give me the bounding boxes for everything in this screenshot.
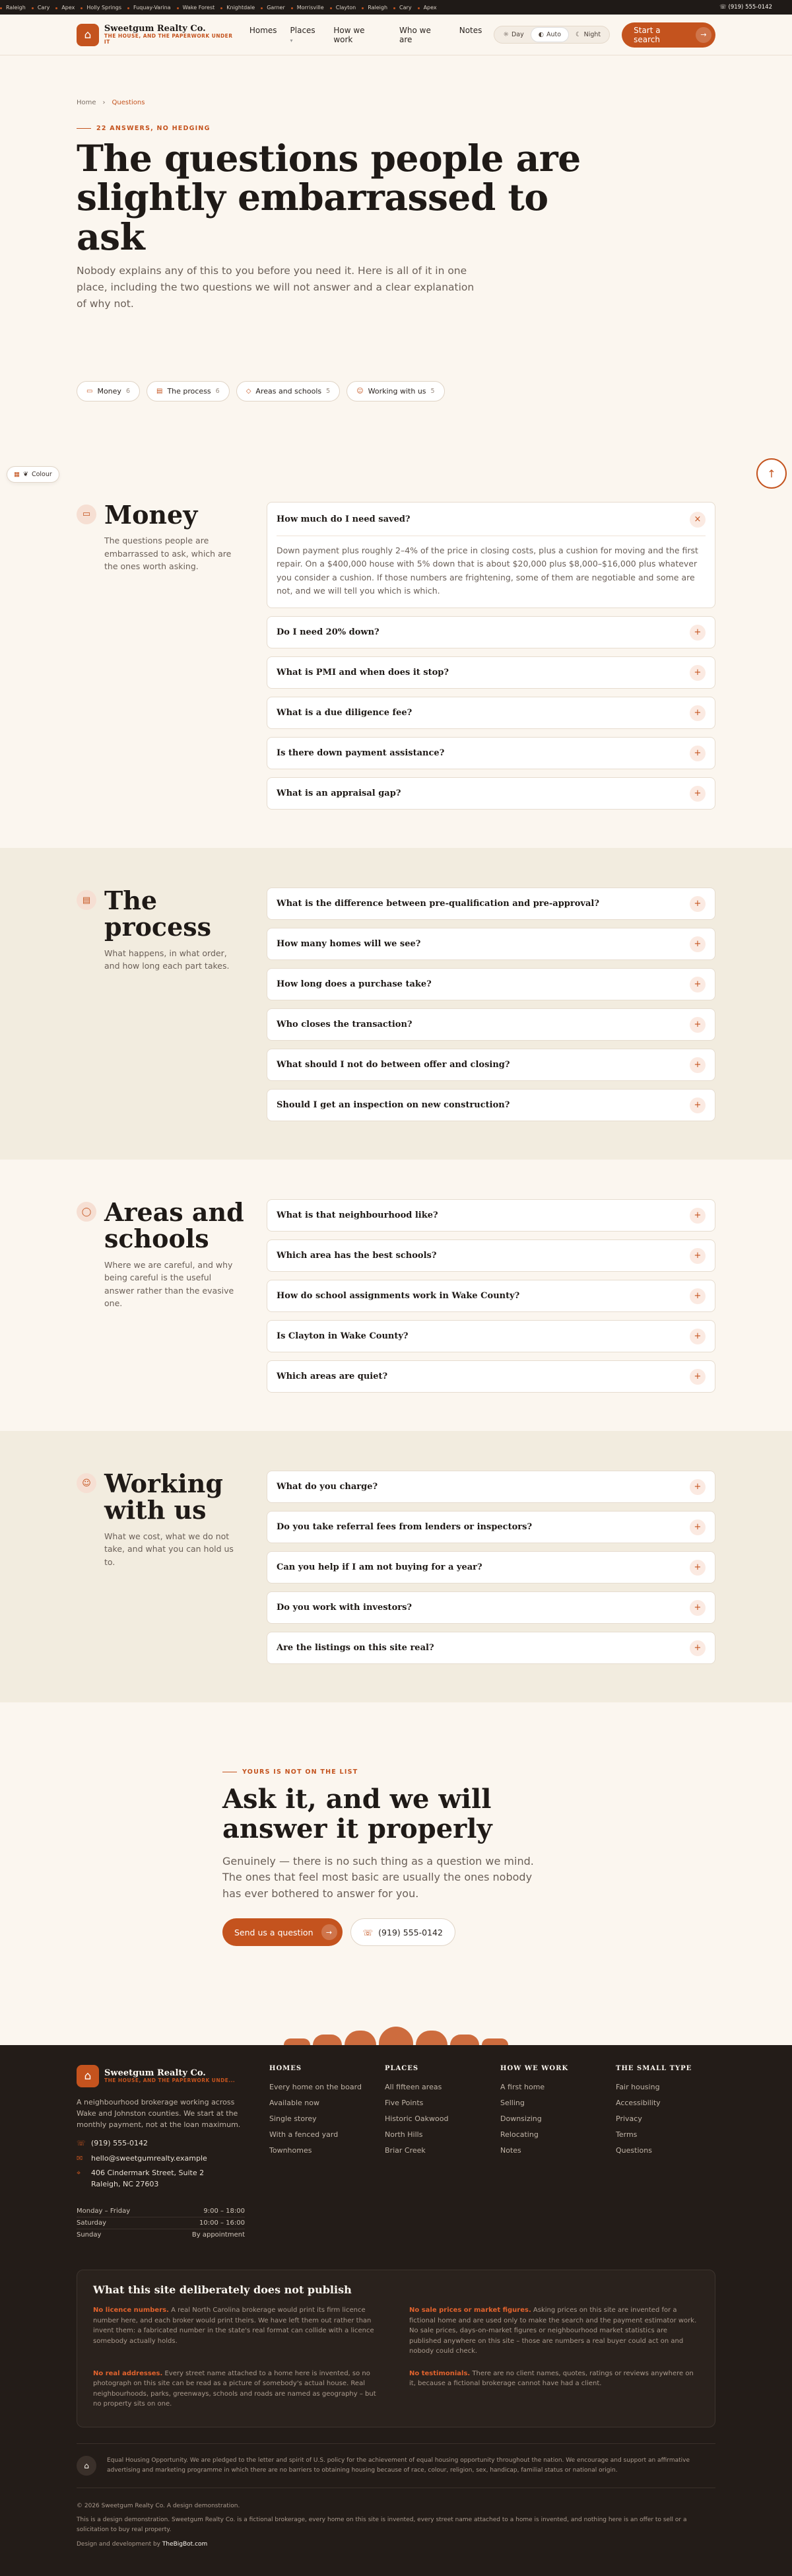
question-item[interactable] bbox=[267, 888, 715, 920]
colour-widget[interactable] bbox=[7, 466, 59, 483]
faq-section-working-with-us bbox=[0, 1431, 792, 1702]
section-subtitle: The questions people are embarrassed to ask, which are the ones worth asking. bbox=[104, 536, 232, 572]
site-header bbox=[0, 15, 792, 55]
footer-contact bbox=[77, 2138, 255, 2190]
footer-link[interactable]: Downsizing bbox=[500, 2114, 542, 2124]
chip-the-process[interactable] bbox=[147, 381, 230, 401]
chip-label: Areas and schools bbox=[255, 386, 322, 396]
footer-link[interactable]: Every home on the board bbox=[269, 2083, 362, 2092]
not-published-item bbox=[93, 2369, 383, 2410]
colour-label: Colour bbox=[31, 471, 52, 478]
not-published-text: Asking prices on this site are invented for a fictional home and are used only to make the search and the payment estimator work. No sale prices, days-on-market figures or neighbourhood market statistics are published anywhere on this site – those are numbers a real buyer could act on and nobody could check. bbox=[409, 2307, 697, 2355]
copyright: © 2026 Sweetgum Realty Co. A design demonstration. bbox=[77, 2502, 240, 2509]
question-text[interactable]: What do you charge? bbox=[277, 1482, 378, 1492]
section-heading bbox=[77, 888, 267, 1121]
ticker-town[interactable]: Wake Forest bbox=[177, 5, 221, 11]
ticker-town[interactable]: Cary bbox=[393, 5, 418, 11]
footer-description: A neighbourhood brokerage working across Wake and Johnston counties. We start at the monthly payment, not at the loan maximum. bbox=[77, 2098, 241, 2130]
palette-icon: ▦ bbox=[14, 471, 20, 478]
footer-brand bbox=[77, 2065, 255, 2241]
question-item[interactable] bbox=[267, 1511, 715, 1543]
chip-label: Money bbox=[97, 386, 121, 396]
plus-icon[interactable]: + bbox=[690, 1097, 706, 1113]
ticker-towns bbox=[0, 5, 709, 11]
hours-row bbox=[77, 2229, 245, 2241]
question-item[interactable] bbox=[267, 656, 715, 689]
plus-icon[interactable]: + bbox=[690, 936, 706, 952]
plus-icon[interactable]: + bbox=[690, 1017, 706, 1033]
question-text[interactable]: What is an appraisal gap? bbox=[277, 788, 401, 799]
question-item[interactable] bbox=[267, 1591, 715, 1624]
chevron-down-icon: ▾ bbox=[290, 37, 293, 44]
breadcrumb-home[interactable]: Home bbox=[77, 99, 96, 106]
mail-icon: ✉ bbox=[77, 2153, 83, 2163]
footer-link[interactable]: Accessibility bbox=[616, 2099, 661, 2108]
colour-mode-toggle bbox=[494, 26, 610, 44]
logo-mark-icon[interactable]: ⌂ bbox=[77, 24, 99, 46]
footer-column bbox=[385, 2065, 500, 2241]
chip-icon: ▤ bbox=[156, 387, 163, 395]
disclaimer: This is a design demonstration. Sweetgum Realty Co. is a fictional brokerage, every home on this site is invented, every street name attached to a home is invented, and nothing here is an offer to sell or a solicitation to buy real property. bbox=[77, 2516, 687, 2534]
question-item[interactable] bbox=[267, 1360, 715, 1393]
question-list bbox=[267, 1471, 715, 1664]
question-list bbox=[267, 888, 715, 1121]
brand[interactable] bbox=[104, 24, 240, 45]
nav-how-we-work[interactable]: How we work bbox=[333, 25, 365, 44]
question-item[interactable] bbox=[267, 1320, 715, 1352]
question-text[interactable]: Who closes the transaction? bbox=[277, 1020, 412, 1030]
plus-icon[interactable]: + bbox=[690, 896, 706, 912]
breadcrumb-current: Questions bbox=[112, 99, 145, 106]
question-item-open[interactable] bbox=[267, 502, 715, 609]
section-title: Money bbox=[104, 499, 198, 530]
chip-icon: ◇ bbox=[246, 387, 251, 395]
footer-column bbox=[269, 2065, 385, 2241]
ask-body: Genuinely — there is no such thing as a question we mind. The ones that feel most basic are usually the ones nobody has ever bothered to answer for you. bbox=[222, 1854, 534, 1900]
question-item[interactable] bbox=[267, 1280, 715, 1312]
section-title: Areas and schools bbox=[104, 1197, 244, 1253]
back-to-top-button[interactable] bbox=[756, 458, 787, 489]
question-item[interactable] bbox=[267, 616, 715, 648]
section-heading bbox=[77, 499, 267, 810]
plus-icon[interactable]: + bbox=[690, 1248, 706, 1264]
nav-places[interactable] bbox=[290, 26, 321, 44]
ticker-town[interactable]: Holly Springs bbox=[81, 5, 127, 11]
ticker-town[interactable]: Apex bbox=[418, 5, 443, 11]
footer-link[interactable]: Five Points bbox=[385, 2099, 424, 2108]
ticker-town[interactable]: Clayton bbox=[330, 5, 362, 11]
map-pin-icon: ⌖ bbox=[77, 2169, 81, 2178]
footer-phone[interactable]: (919) 555-0142 bbox=[91, 2139, 148, 2148]
brand-tagline: THE HOUSE, AND THE PAPERWORK UNDER IT bbox=[104, 33, 233, 45]
footer-link-columns bbox=[269, 2065, 731, 2241]
footer-link[interactable]: Fair housing bbox=[616, 2083, 660, 2092]
hours-row bbox=[77, 2206, 245, 2217]
question-text[interactable]: Is Clayton in Wake County? bbox=[277, 1331, 409, 1342]
question-text[interactable]: What is that neighbourhood like? bbox=[277, 1210, 438, 1221]
question-text[interactable]: Should I get an inspection on new construction? bbox=[277, 1100, 510, 1111]
nav-who-we-are[interactable]: Who we are bbox=[399, 25, 431, 44]
question-item[interactable] bbox=[267, 968, 715, 1000]
roof-shape bbox=[345, 2031, 376, 2045]
mode-auto-button[interactable] bbox=[531, 28, 568, 42]
not-published-lead: No testimonials. bbox=[409, 2369, 471, 2377]
footer-column-title: PLACES bbox=[385, 2065, 419, 2073]
start-search-button[interactable] bbox=[622, 22, 715, 48]
footer-column bbox=[616, 2065, 731, 2241]
footer-column-title: HOW WE WORK bbox=[500, 2065, 569, 2073]
question-item[interactable] bbox=[267, 737, 715, 769]
question-text[interactable]: Which areas are quiet? bbox=[277, 1372, 388, 1382]
section-title: Working with us bbox=[104, 1469, 223, 1525]
question-item[interactable] bbox=[267, 1008, 715, 1041]
ticker-phone[interactable]: ☏ (919) 555-0142 bbox=[719, 4, 772, 11]
question-text[interactable]: Are the listings on this site real? bbox=[277, 1643, 434, 1654]
plus-icon[interactable]: + bbox=[690, 1519, 706, 1535]
roof-shape bbox=[313, 2035, 342, 2045]
faq-section-money bbox=[0, 462, 792, 849]
footer-link[interactable]: Historic Oakwood bbox=[385, 2114, 449, 2124]
question-item[interactable] bbox=[267, 1239, 715, 1272]
equal-housing-notice bbox=[77, 2443, 715, 2488]
plus-icon[interactable]: + bbox=[690, 1057, 706, 1073]
footer-column-title: THE SMALL TYPE bbox=[616, 2065, 692, 2073]
arrow-right-icon: → bbox=[696, 27, 711, 43]
ticker-town[interactable]: Garner bbox=[261, 5, 291, 11]
chip-label: The process bbox=[167, 386, 211, 396]
hours-day: Sunday bbox=[77, 2231, 102, 2239]
not-published-text: Every street name attached to a home here is invented, so no photograph on this site can be read as a picture of somebody's actual house. Real neighbourhoods, parks, greenways, schools and roads are named as geography – but no property sits on one. bbox=[93, 2369, 376, 2408]
chip-icon: ☺ bbox=[356, 387, 364, 395]
footer-link[interactable]: Privacy bbox=[616, 2114, 642, 2124]
roof-shape bbox=[450, 2035, 479, 2045]
not-published-text: There are no client names, quotes, ratings or reviews anywhere on it, because a fictional brokerage cannot have had a client. bbox=[409, 2369, 694, 2388]
not-published-text: A real North Carolina brokerage would print its firm licence number here, and each broker would print theirs. We have left them out rather than invent them: a fabricated number in the state's real format can collide with a licence somebody actually holds. bbox=[93, 2307, 374, 2345]
legal bbox=[77, 2501, 715, 2550]
footer-email[interactable]: hello@sweetgumrealty.example bbox=[91, 2153, 207, 2163]
not-published-item bbox=[93, 2305, 383, 2357]
breadcrumb bbox=[77, 99, 715, 106]
question-list bbox=[267, 1199, 715, 1393]
question-text[interactable]: What should I not do between offer and closing? bbox=[277, 1060, 510, 1070]
plus-icon[interactable]: + bbox=[690, 1560, 706, 1576]
nav-homes[interactable]: Homes bbox=[249, 25, 277, 35]
not-published-title: What this site deliberately does not publish bbox=[93, 2283, 352, 2297]
arrow-up-icon: ↑ bbox=[767, 467, 776, 480]
logo-mark-icon[interactable]: ⌂ bbox=[77, 2065, 99, 2087]
nav-places-label[interactable]: Places bbox=[290, 25, 315, 35]
chevron-right-icon: › bbox=[102, 99, 106, 106]
chip-money[interactable] bbox=[77, 381, 140, 401]
chip-count: 6 bbox=[215, 387, 220, 395]
send-question-label: Send us a question bbox=[234, 1927, 314, 1937]
ask-section bbox=[0, 1702, 792, 2025]
plus-icon[interactable]: + bbox=[690, 1208, 706, 1224]
plus-icon[interactable]: + bbox=[690, 977, 706, 992]
answer-text: Down payment plus roughly 2–4% of the price in closing costs, plus a cushion for moving and the first repair. On a $400,000 house with 5% down that is about $20,000 plus $8,000–$16,000 plus whatever you consider a cushion. If those numbers are frightening, some of them are negotiable and some are not, and we will tell you which is which. bbox=[277, 536, 706, 599]
faq-section-the-process bbox=[0, 848, 792, 1160]
question-text[interactable]: What is the difference between pre-qualification and pre-approval? bbox=[277, 899, 599, 909]
not-published-item bbox=[409, 2369, 699, 2410]
roof-shape bbox=[482, 2038, 508, 2045]
question-item[interactable] bbox=[267, 1089, 715, 1121]
ticker-phone-number[interactable]: (919) 555-0142 bbox=[728, 4, 772, 11]
footer-link[interactable]: Relocating bbox=[500, 2130, 539, 2140]
question-item[interactable] bbox=[267, 1049, 715, 1081]
hero-lede: Nobody explains any of this to you before you need it. Here is all of it in one place, including the two questions we will not answer and a clear explanation of why not. bbox=[77, 265, 475, 310]
main-nav bbox=[249, 26, 482, 44]
mode-auto-label: Auto bbox=[546, 31, 562, 38]
plus-icon[interactable]: + bbox=[690, 746, 706, 761]
auto-icon: ◐ bbox=[538, 31, 544, 38]
call-button[interactable] bbox=[350, 1918, 455, 1946]
call-button-label: (919) 555-0142 bbox=[378, 1927, 443, 1937]
hours-day: Monday – Friday bbox=[77, 2208, 131, 2215]
plus-icon[interactable]: + bbox=[690, 1479, 706, 1495]
ticker-town[interactable]: Cary bbox=[32, 5, 56, 11]
faq-section-areas-and-schools bbox=[0, 1160, 792, 1431]
footer-column bbox=[500, 2065, 616, 2241]
arrow-right-icon: → bbox=[321, 1924, 337, 1940]
section-chips bbox=[77, 381, 715, 401]
section-icon: ▭ bbox=[77, 505, 96, 524]
ticker-town[interactable]: Fuquay-Varina bbox=[127, 5, 177, 11]
footer-link[interactable]: Townhomes bbox=[269, 2146, 312, 2155]
section-heading bbox=[77, 1199, 267, 1393]
not-published-lead: No sale prices or market figures. bbox=[409, 2307, 531, 2315]
plus-icon[interactable]: + bbox=[690, 705, 706, 721]
roof-shape bbox=[284, 2038, 310, 2045]
site-footer bbox=[0, 2045, 792, 2576]
footer-address-line1: 406 Cindermark Street, Suite 2 bbox=[91, 2169, 205, 2178]
hours-time: 9:00 – 18:00 bbox=[203, 2208, 245, 2215]
section-icon: ▤ bbox=[77, 890, 96, 910]
question-text[interactable]: How many homes will we see? bbox=[277, 939, 421, 950]
ticker-town[interactable]: Apex bbox=[55, 5, 81, 11]
question-text[interactable]: How much do I need saved? bbox=[277, 514, 411, 525]
chip-working-with-us[interactable] bbox=[346, 381, 444, 401]
plus-icon[interactable]: + bbox=[690, 1329, 706, 1344]
question-text[interactable]: How do school assignments work in Wake County? bbox=[277, 1291, 520, 1302]
footer-link[interactable]: Terms bbox=[616, 2130, 638, 2140]
question-item[interactable] bbox=[267, 1551, 715, 1584]
question-row[interactable] bbox=[277, 512, 706, 528]
ask-eyebrow: YOURS IS NOT ON THE LIST bbox=[222, 1768, 715, 1776]
question-text[interactable]: Which area has the best schools? bbox=[277, 1251, 437, 1261]
send-question-button[interactable] bbox=[222, 1918, 343, 1946]
ask-actions bbox=[222, 1918, 715, 1946]
chip-count: 5 bbox=[326, 387, 331, 395]
moon-icon: ☾ bbox=[576, 31, 581, 38]
opening-hours bbox=[77, 2206, 245, 2241]
plus-icon[interactable]: + bbox=[690, 1288, 706, 1304]
footer-link[interactable]: A first home bbox=[500, 2083, 545, 2092]
question-text[interactable]: Do I need 20% down? bbox=[277, 627, 380, 638]
question-text[interactable]: How long does a purchase take? bbox=[277, 979, 432, 990]
not-published-lead: No real addresses. bbox=[93, 2369, 163, 2377]
credit bbox=[77, 2540, 715, 2550]
plus-icon[interactable]: + bbox=[690, 1369, 706, 1385]
credit-prefix: Design and development by bbox=[77, 2540, 160, 2548]
hours-row bbox=[77, 2217, 245, 2229]
start-search-label: Start a search bbox=[634, 25, 661, 44]
page-title: The questions people are slightly embarrassed to ask bbox=[77, 137, 581, 258]
hours-time: By appointment bbox=[191, 2231, 245, 2239]
chip-label: Working with us bbox=[368, 386, 426, 396]
plus-icon[interactable]: + bbox=[690, 665, 706, 681]
question-list bbox=[267, 502, 715, 810]
faq-sections bbox=[0, 462, 792, 1703]
ticker-town[interactable]: Raleigh bbox=[0, 5, 32, 11]
hero-eyebrow: 22 ANSWERS, NO HEDGING bbox=[77, 125, 715, 132]
leaf-icon: ❦ bbox=[22, 471, 28, 478]
question-text[interactable]: Can you help if I am not buying for a year? bbox=[277, 1562, 482, 1573]
footer-link[interactable]: All fifteen areas bbox=[385, 2083, 442, 2092]
section-subtitle: Where we are careful, and why being careful is the useful answer rather than the evasive one. bbox=[104, 1259, 234, 1308]
ticker-town[interactable]: Morrisville bbox=[291, 5, 330, 11]
equal-housing-text: Equal Housing Opportunity. We are pledged to the letter and spirit of U.S. policy for the achievement of equal housing opportunity throughout the nation. We encourage and support an affirmative advertising and marketing programme in which there are no barriers to obtaining housing because of race, colour, religion, sex, handicap, familial status or national origin. bbox=[107, 2457, 690, 2474]
close-icon[interactable]: × bbox=[690, 512, 706, 528]
roof-shape bbox=[379, 2027, 413, 2045]
hours-day: Saturday bbox=[77, 2219, 107, 2227]
question-item[interactable] bbox=[267, 1632, 715, 1664]
not-published-lead: No licence numbers. bbox=[93, 2307, 169, 2315]
brand-name[interactable]: Sweetgum Realty Co. bbox=[104, 24, 206, 34]
footer-link[interactable]: Single storey bbox=[269, 2114, 317, 2124]
footer-brand-tagline: THE HOUSE, AND THE PAPERWORK UNDE... bbox=[104, 2077, 236, 2084]
roofline-decoration bbox=[0, 2025, 792, 2045]
section-heading bbox=[77, 1471, 267, 1664]
phone-icon: ☏ bbox=[362, 1927, 374, 1937]
question-text[interactable]: What is PMI and when does it stop? bbox=[277, 668, 449, 678]
not-published-list bbox=[93, 2305, 699, 2410]
hero bbox=[0, 55, 792, 401]
section-subtitle: What we cost, what we do not take, and what you can hold us to. bbox=[104, 1531, 234, 1567]
footer-link[interactable]: Selling bbox=[500, 2099, 525, 2108]
mode-night-label: Night bbox=[583, 31, 601, 38]
phone-icon: ☏ bbox=[77, 2139, 86, 2148]
chip-count: 5 bbox=[430, 387, 435, 395]
not-published-item bbox=[409, 2305, 699, 2357]
question-item[interactable] bbox=[267, 1471, 715, 1503]
credit-link[interactable]: TheBigBot.com bbox=[162, 2540, 208, 2548]
town-ticker bbox=[0, 0, 792, 15]
sun-icon: ☼ bbox=[503, 31, 509, 38]
plus-icon[interactable]: + bbox=[690, 1600, 706, 1616]
section-subtitle: What happens, in what order, and how long each part takes. bbox=[104, 948, 230, 971]
question-item[interactable] bbox=[267, 697, 715, 729]
question-text[interactable]: Do you take referral fees from lenders or inspectors? bbox=[277, 1522, 533, 1533]
footer-column-title: HOMES bbox=[269, 2065, 302, 2073]
mode-night-button[interactable] bbox=[568, 28, 608, 42]
mode-day-button[interactable] bbox=[496, 28, 531, 42]
plus-icon[interactable]: + bbox=[690, 786, 706, 802]
footer-brand-name[interactable]: Sweetgum Realty Co. bbox=[104, 2068, 206, 2078]
footer-link[interactable]: Notes bbox=[500, 2146, 521, 2155]
question-item[interactable] bbox=[267, 1199, 715, 1232]
footer-link[interactable]: Questions bbox=[616, 2146, 652, 2155]
plus-icon[interactable]: + bbox=[690, 625, 706, 641]
question-text[interactable]: What is a due diligence fee? bbox=[277, 708, 412, 718]
section-icon: ◯ bbox=[77, 1202, 96, 1222]
ticker-town[interactable]: Raleigh bbox=[362, 5, 393, 11]
ask-title: Ask it, and we will answer it properly bbox=[222, 1784, 492, 1844]
section-icon: ☺ bbox=[77, 1473, 96, 1493]
question-item[interactable] bbox=[267, 777, 715, 810]
footer-link[interactable]: With a fenced yard bbox=[269, 2130, 339, 2140]
nav-notes[interactable]: Notes bbox=[459, 25, 482, 35]
hours-time: 10:00 – 16:00 bbox=[199, 2219, 245, 2227]
section-title: The process bbox=[104, 886, 212, 942]
chip-count: 6 bbox=[125, 387, 130, 395]
not-published-panel bbox=[77, 2270, 715, 2427]
question-item[interactable] bbox=[267, 928, 715, 960]
roof-shape bbox=[416, 2031, 447, 2045]
question-text[interactable]: Do you work with investors? bbox=[277, 1603, 412, 1613]
footer-link[interactable]: Briar Creek bbox=[385, 2146, 426, 2155]
ticker-town[interactable]: Knightdale bbox=[220, 5, 261, 11]
chip-areas-and-schools[interactable] bbox=[236, 381, 340, 401]
footer-link[interactable]: Available now bbox=[269, 2099, 319, 2108]
question-text[interactable]: Is there down payment assistance? bbox=[277, 748, 445, 759]
mode-day-label: Day bbox=[511, 31, 524, 38]
plus-icon[interactable]: + bbox=[690, 1640, 706, 1656]
equal-housing-icon: ⌂ bbox=[77, 2456, 96, 2476]
chip-icon: ▭ bbox=[86, 387, 93, 395]
footer-address-line2: Raleigh, NC 27603 bbox=[91, 2179, 159, 2188]
footer-link[interactable]: North Hills bbox=[385, 2130, 423, 2140]
